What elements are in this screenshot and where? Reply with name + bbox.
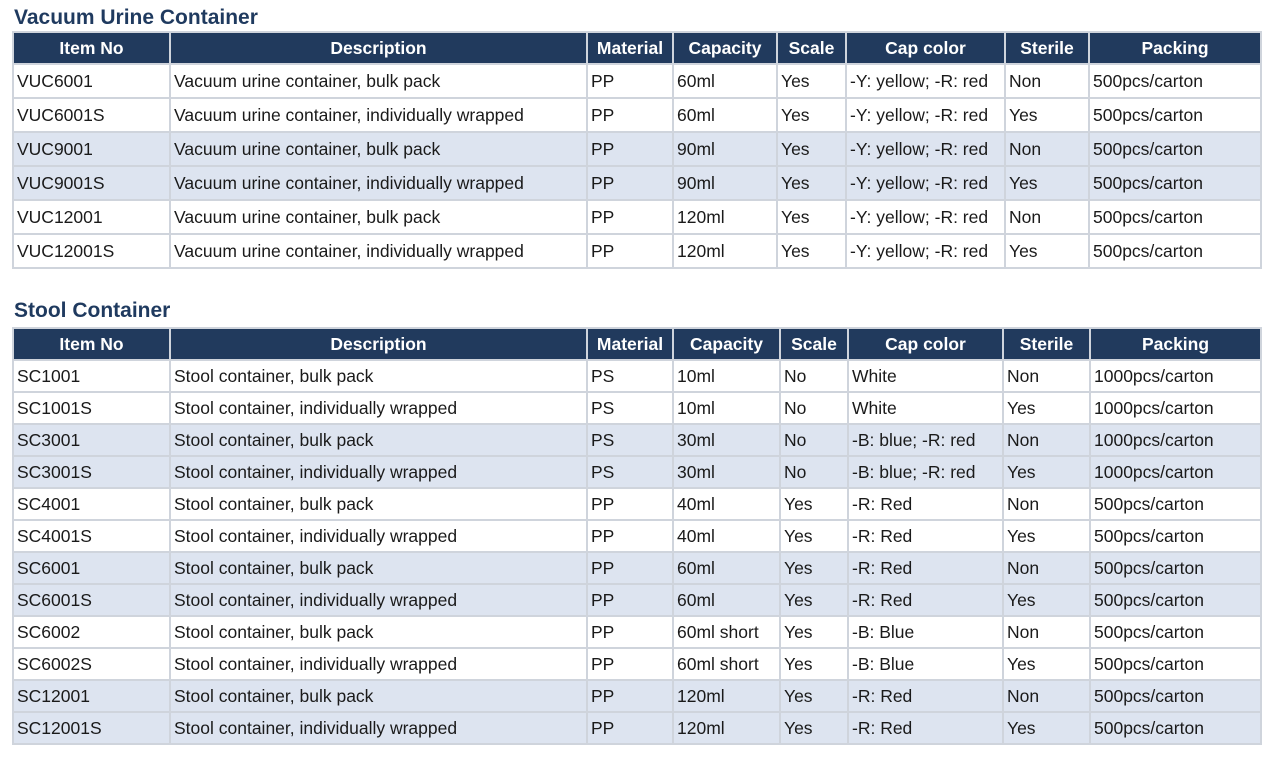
cell-capacity: 10ml — [673, 360, 780, 392]
table-row — [13, 64, 1261, 98]
cell-material: PP — [587, 680, 673, 712]
cell-packing: 500pcs/carton — [1090, 680, 1261, 712]
cell-packing: 500pcs/carton — [1089, 64, 1261, 98]
cell-material: PP — [587, 234, 673, 268]
cell-packing: 500pcs/carton — [1090, 488, 1261, 520]
column-header-scale: Scale — [777, 32, 846, 64]
cell-cap-color: White — [848, 392, 1003, 424]
cell-packing: 500pcs/carton — [1089, 132, 1261, 166]
column-header-description: Description — [170, 328, 587, 360]
table-row — [13, 520, 1261, 552]
cell-cap-color: -R: Red — [848, 680, 1003, 712]
cell-scale: Yes — [780, 648, 848, 680]
column-header-capacity: Capacity — [673, 32, 777, 64]
cell-packing: 500pcs/carton — [1090, 616, 1261, 648]
cell-description: Stool container, individually wrapped — [170, 584, 587, 616]
cell-packing: 500pcs/carton — [1089, 200, 1261, 234]
cell-sterile: Non — [1003, 616, 1090, 648]
cell-item-no: VUC9001 — [13, 132, 170, 166]
cell-description: Vacuum urine container, individually wrapped — [170, 166, 587, 200]
cell-item-no: SC3001 — [13, 424, 170, 456]
cell-cap-color: White — [848, 360, 1003, 392]
cell-material: PP — [587, 488, 673, 520]
column-header-description: Description — [170, 32, 587, 64]
cell-material: PS — [587, 456, 673, 488]
cell-cap-color: -Y: yellow; -R: red — [846, 64, 1005, 98]
cell-sterile: Non — [1003, 360, 1090, 392]
cell-item-no: VUC6001S — [13, 98, 170, 132]
cell-item-no: SC6002 — [13, 616, 170, 648]
cell-description: Stool container, bulk pack — [170, 488, 587, 520]
column-header-packing: Packing — [1090, 328, 1261, 360]
cell-scale: Yes — [780, 488, 848, 520]
cell-scale: Yes — [780, 680, 848, 712]
cell-material: PP — [587, 64, 673, 98]
cell-description: Stool container, individually wrapped — [170, 392, 587, 424]
cell-sterile: Yes — [1003, 648, 1090, 680]
cell-sterile: Yes — [1003, 520, 1090, 552]
cell-scale: Yes — [780, 616, 848, 648]
cell-material: PS — [587, 360, 673, 392]
cell-sterile: Yes — [1003, 392, 1090, 424]
cell-description: Stool container, individually wrapped — [170, 648, 587, 680]
cell-packing: 500pcs/carton — [1089, 166, 1261, 200]
table-row — [13, 424, 1261, 456]
table-row — [13, 360, 1261, 392]
cell-item-no: VUC12001 — [13, 200, 170, 234]
column-header-item-no: Item No — [13, 32, 170, 64]
column-header-sterile: Sterile — [1003, 328, 1090, 360]
cell-material: PP — [587, 132, 673, 166]
cell-scale: No — [780, 424, 848, 456]
table-row — [13, 584, 1261, 616]
cell-capacity: 90ml — [673, 132, 777, 166]
table-row — [13, 712, 1261, 744]
cell-capacity: 30ml — [673, 424, 780, 456]
table-header-row — [13, 32, 1261, 64]
cell-material: PS — [587, 392, 673, 424]
table-row — [13, 200, 1261, 234]
cell-description: Stool container, bulk pack — [170, 424, 587, 456]
cell-packing: 1000pcs/carton — [1090, 392, 1261, 424]
cell-item-no: VUC12001S — [13, 234, 170, 268]
column-header-capacity: Capacity — [673, 328, 780, 360]
cell-capacity: 60ml short — [673, 616, 780, 648]
cell-sterile: Non — [1003, 680, 1090, 712]
column-header-material: Material — [587, 328, 673, 360]
cell-material: PP — [587, 552, 673, 584]
cell-capacity: 40ml — [673, 520, 780, 552]
cell-capacity: 10ml — [673, 392, 780, 424]
cell-sterile: Yes — [1005, 166, 1089, 200]
cell-sterile: Non — [1003, 424, 1090, 456]
cell-cap-color: -B: Blue — [848, 616, 1003, 648]
cell-material: PP — [587, 520, 673, 552]
cell-cap-color: -R: Red — [848, 552, 1003, 584]
cell-material: PP — [587, 166, 673, 200]
cell-packing: 500pcs/carton — [1090, 552, 1261, 584]
cell-capacity: 60ml short — [673, 648, 780, 680]
cell-cap-color: -Y: yellow; -R: red — [846, 234, 1005, 268]
cell-scale: Yes — [780, 712, 848, 744]
cell-item-no: SC4001 — [13, 488, 170, 520]
cell-description: Vacuum urine container, bulk pack — [170, 132, 587, 166]
cell-description: Stool container, individually wrapped — [170, 456, 587, 488]
cell-packing: 1000pcs/carton — [1090, 424, 1261, 456]
table-row — [13, 234, 1261, 268]
cell-capacity: 120ml — [673, 200, 777, 234]
cell-packing: 1000pcs/carton — [1090, 360, 1261, 392]
cell-description: Stool container, bulk pack — [170, 552, 587, 584]
table-row — [13, 98, 1261, 132]
cell-scale: Yes — [777, 166, 846, 200]
cell-scale: Yes — [777, 64, 846, 98]
cell-scale: Yes — [780, 552, 848, 584]
cell-item-no: SC1001 — [13, 360, 170, 392]
cell-packing: 500pcs/carton — [1089, 234, 1261, 268]
table-row — [13, 166, 1261, 200]
column-header-packing: Packing — [1089, 32, 1261, 64]
cell-packing: 500pcs/carton — [1090, 584, 1261, 616]
cell-packing: 1000pcs/carton — [1090, 456, 1261, 488]
cell-sterile: Non — [1003, 488, 1090, 520]
cell-description: Vacuum urine container, bulk pack — [170, 64, 587, 98]
cell-item-no: SC12001 — [13, 680, 170, 712]
cell-item-no: SC6001 — [13, 552, 170, 584]
cell-description: Vacuum urine container, individually wrapped — [170, 98, 587, 132]
table-row — [13, 648, 1261, 680]
cell-cap-color: -R: Red — [848, 520, 1003, 552]
table-row — [13, 456, 1261, 488]
table-row — [13, 132, 1261, 166]
cell-cap-color: -B: Blue — [848, 648, 1003, 680]
cell-capacity: 60ml — [673, 552, 780, 584]
cell-description: Stool container, individually wrapped — [170, 520, 587, 552]
table-row — [13, 552, 1261, 584]
cell-material: PP — [587, 98, 673, 132]
stool-table — [12, 327, 1262, 745]
vacuum-table — [12, 31, 1262, 269]
table-header-row — [13, 328, 1261, 360]
cell-sterile: Yes — [1003, 712, 1090, 744]
cell-description: Vacuum urine container, bulk pack — [170, 200, 587, 234]
cell-item-no: SC1001S — [13, 392, 170, 424]
cell-scale: Yes — [780, 520, 848, 552]
cell-cap-color: -R: Red — [848, 584, 1003, 616]
cell-cap-color: -Y: yellow; -R: red — [846, 132, 1005, 166]
cell-item-no: SC6001S — [13, 584, 170, 616]
column-header-sterile: Sterile — [1005, 32, 1089, 64]
stool-section-title: Stool Container — [14, 299, 171, 322]
cell-packing: 500pcs/carton — [1090, 712, 1261, 744]
cell-capacity: 60ml — [673, 64, 777, 98]
cell-material: PP — [587, 712, 673, 744]
cell-item-no: SC4001S — [13, 520, 170, 552]
cell-sterile: Non — [1003, 552, 1090, 584]
table-row — [13, 616, 1261, 648]
cell-material: PP — [587, 616, 673, 648]
cell-scale: No — [780, 360, 848, 392]
cell-scale: No — [780, 456, 848, 488]
cell-cap-color: -Y: yellow; -R: red — [846, 166, 1005, 200]
cell-capacity: 30ml — [673, 456, 780, 488]
cell-sterile: Yes — [1005, 234, 1089, 268]
table-row — [13, 680, 1261, 712]
cell-scale: Yes — [777, 132, 846, 166]
cell-material: PP — [587, 648, 673, 680]
cell-description: Stool container, individually wrapped — [170, 712, 587, 744]
cell-item-no: SC12001S — [13, 712, 170, 744]
cell-description: Stool container, bulk pack — [170, 616, 587, 648]
cell-cap-color: -Y: yellow; -R: red — [846, 200, 1005, 234]
vacuum-section-title: Vacuum Urine Container — [14, 6, 258, 29]
column-header-cap-color: Cap color — [846, 32, 1005, 64]
cell-capacity: 120ml — [673, 234, 777, 268]
cell-description: Stool container, bulk pack — [170, 360, 587, 392]
cell-description: Stool container, bulk pack — [170, 680, 587, 712]
cell-sterile: Yes — [1005, 98, 1089, 132]
column-header-scale: Scale — [780, 328, 848, 360]
cell-capacity: 60ml — [673, 98, 777, 132]
cell-cap-color: -Y: yellow; -R: red — [846, 98, 1005, 132]
column-header-material: Material — [587, 32, 673, 64]
cell-packing: 500pcs/carton — [1090, 520, 1261, 552]
cell-cap-color: -B: blue; -R: red — [848, 424, 1003, 456]
cell-sterile: Non — [1005, 132, 1089, 166]
cell-cap-color: -B: blue; -R: red — [848, 456, 1003, 488]
cell-material: PS — [587, 424, 673, 456]
table-row — [13, 488, 1261, 520]
cell-cap-color: -R: Red — [848, 488, 1003, 520]
cell-material: PP — [587, 584, 673, 616]
cell-scale: Yes — [777, 200, 846, 234]
cell-item-no: VUC9001S — [13, 166, 170, 200]
cell-item-no: VUC6001 — [13, 64, 170, 98]
cell-scale: No — [780, 392, 848, 424]
cell-scale: Yes — [777, 234, 846, 268]
cell-capacity: 40ml — [673, 488, 780, 520]
cell-sterile: Non — [1005, 200, 1089, 234]
cell-capacity: 120ml — [673, 680, 780, 712]
column-header-item-no: Item No — [13, 328, 170, 360]
cell-description: Vacuum urine container, individually wrapped — [170, 234, 587, 268]
cell-packing: 500pcs/carton — [1089, 98, 1261, 132]
cell-item-no: SC3001S — [13, 456, 170, 488]
table-row — [13, 392, 1261, 424]
cell-capacity: 60ml — [673, 584, 780, 616]
column-header-cap-color: Cap color — [848, 328, 1003, 360]
cell-packing: 500pcs/carton — [1090, 648, 1261, 680]
cell-sterile: Non — [1005, 64, 1089, 98]
cell-capacity: 90ml — [673, 166, 777, 200]
cell-sterile: Yes — [1003, 456, 1090, 488]
cell-sterile: Yes — [1003, 584, 1090, 616]
cell-capacity: 120ml — [673, 712, 780, 744]
cell-item-no: SC6002S — [13, 648, 170, 680]
cell-cap-color: -R: Red — [848, 712, 1003, 744]
cell-scale: Yes — [780, 584, 848, 616]
cell-scale: Yes — [777, 98, 846, 132]
cell-material: PP — [587, 200, 673, 234]
